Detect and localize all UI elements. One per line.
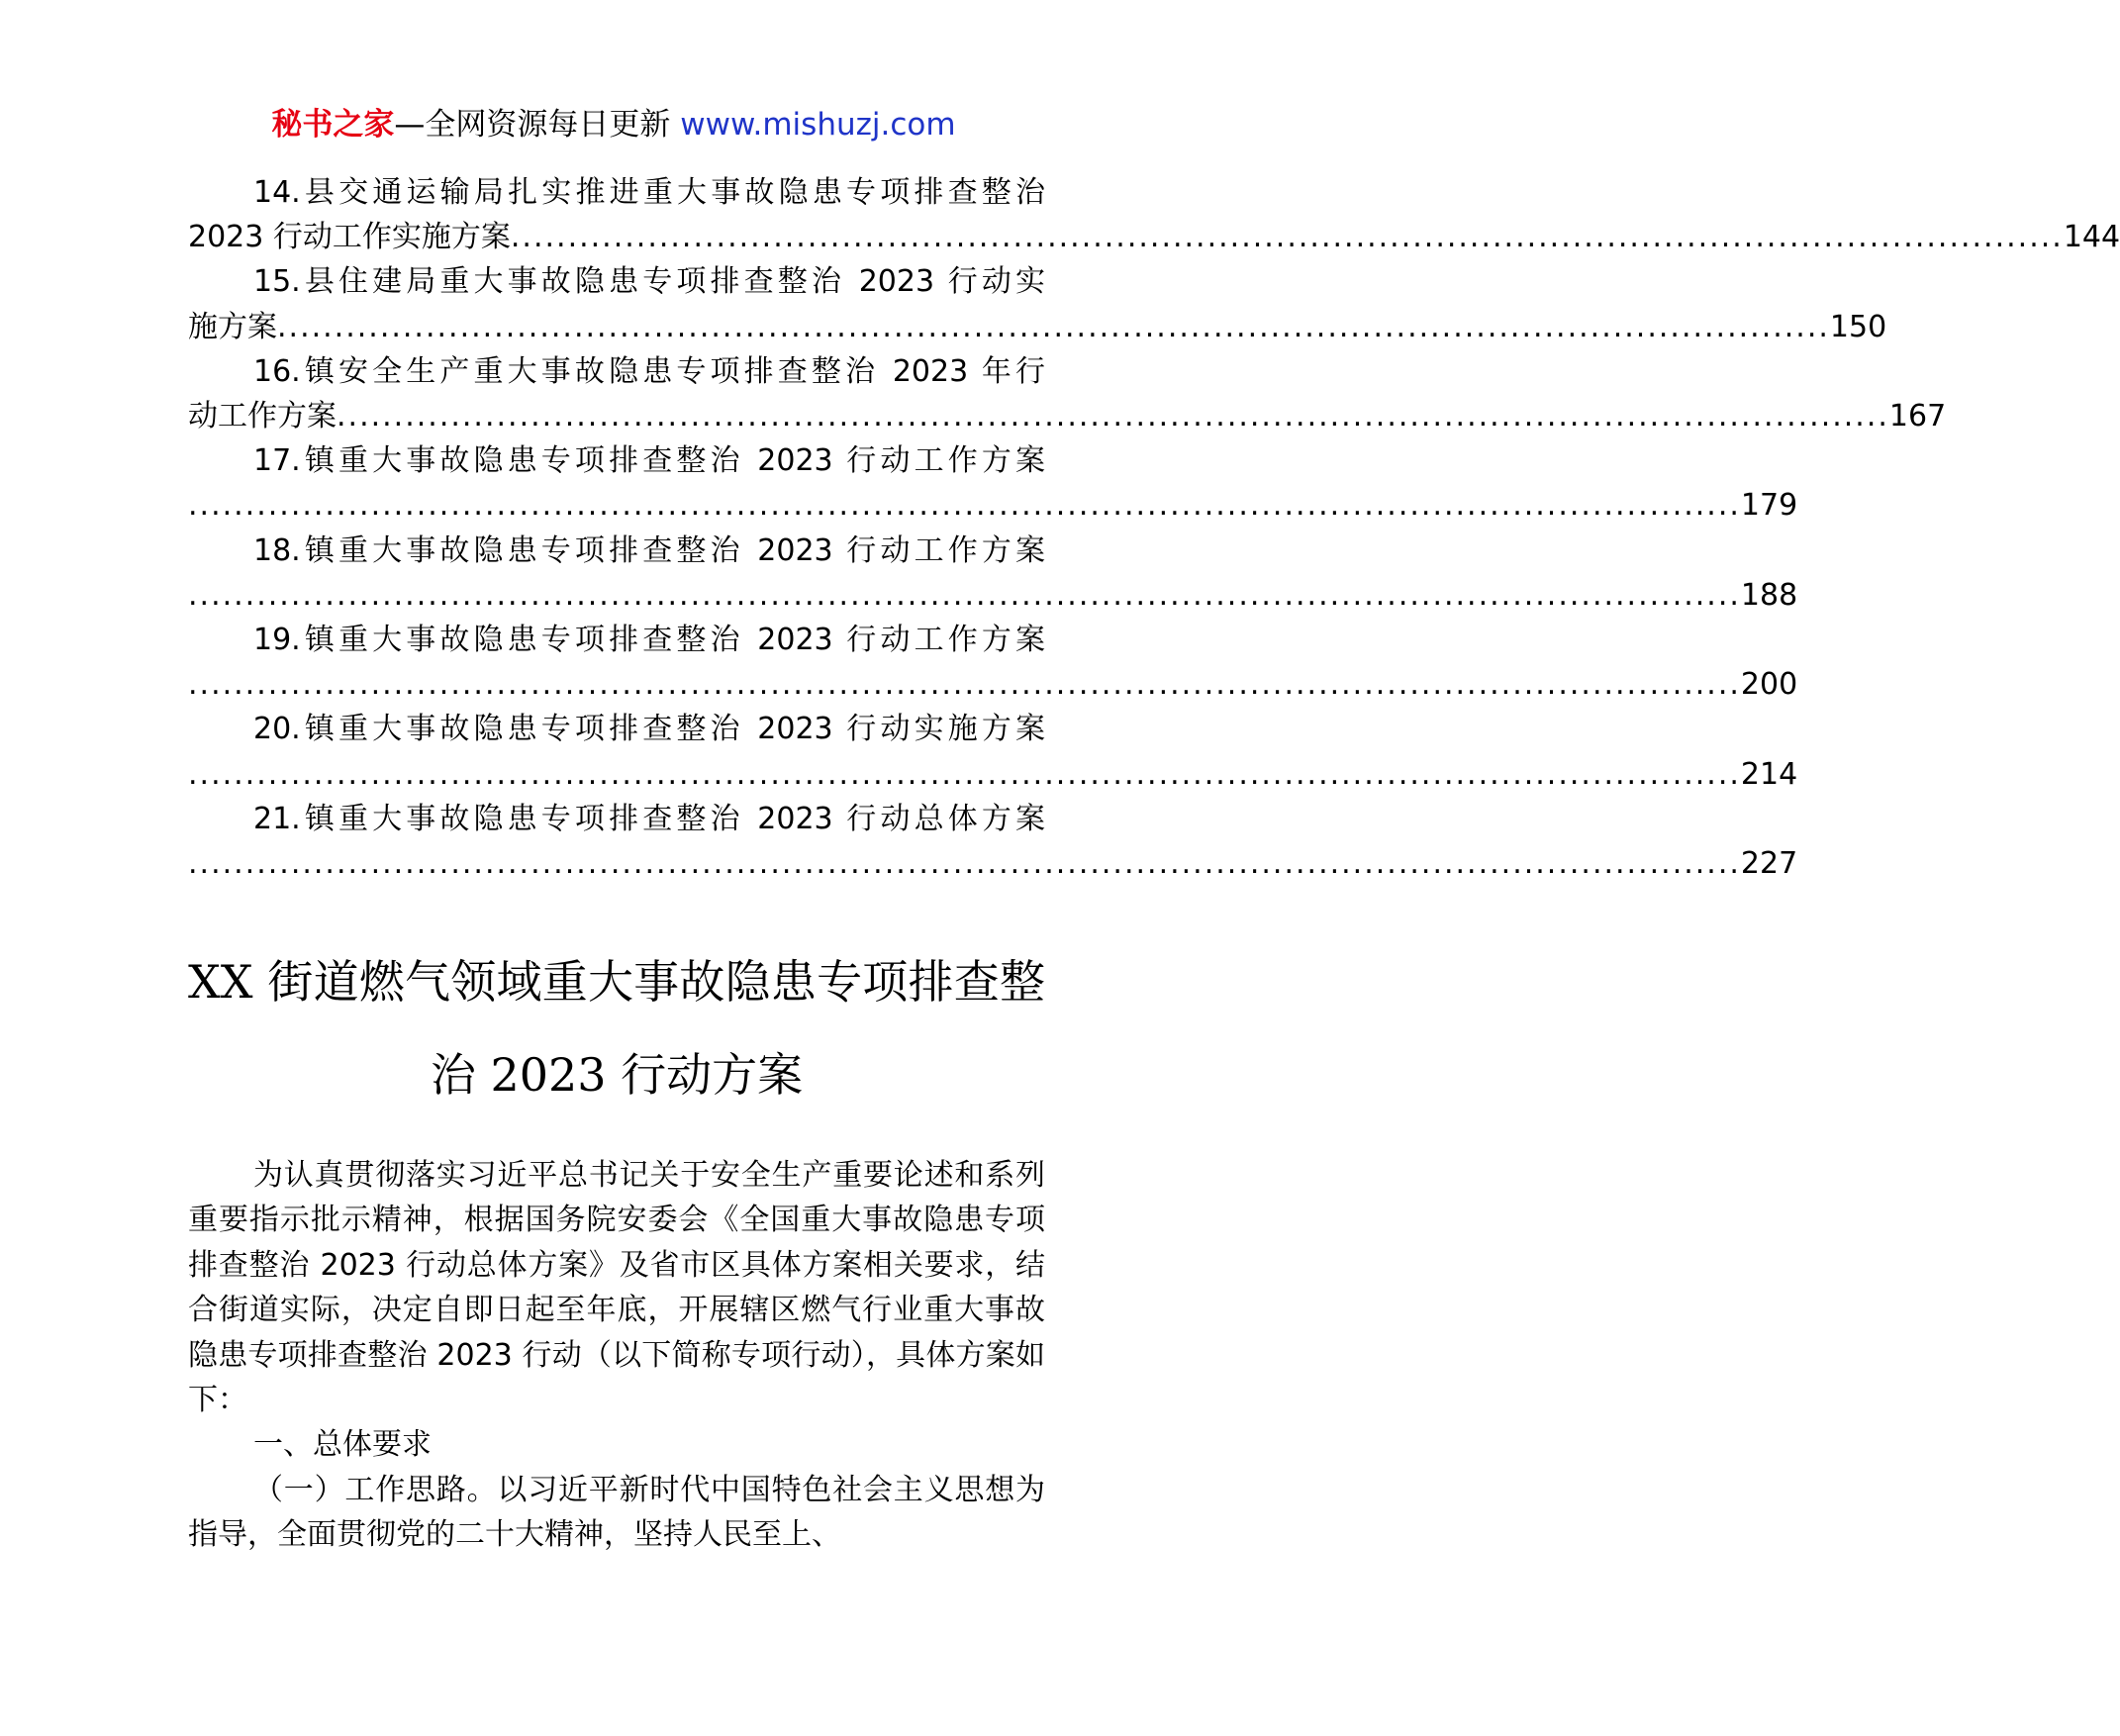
table-of-contents (188, 170, 2120, 886)
header-tagline: —全网资源每日更新 (394, 107, 681, 143)
toc-entry[interactable] (188, 170, 2120, 259)
toc-entry-line (188, 483, 1798, 528)
toc-leader-dots: ........................................................................................................................................ (277, 309, 1830, 344)
toc-entry-title: 15.县住建局重大事故隐患专项排查整治 2023 行动实 (253, 264, 1045, 300)
toc-page-number: 200 (1740, 667, 1798, 703)
section-heading: 一、总体要求 (253, 1427, 432, 1463)
toc-entry-title: 17.镇重大事故隐患专项排查整治 2023 行动工作方案 (253, 443, 1045, 479)
toc-entry-continuation: 2023 行动工作实施方案 (188, 220, 511, 255)
toc-page-number: 214 (1740, 756, 1798, 792)
toc-entry-line (188, 752, 1798, 797)
toc-entry[interactable] (188, 618, 1798, 707)
toc-page-number: 188 (1740, 577, 1798, 613)
intro-paragraph: 为认真贯彻落实习近平总书记关于安全生产重要论述和系列重要指示批示精神，根据国务院安委会《全国重大事故隐患专项排查整治 2023 行动总体方案》及省市区具体方案相关要求，结合街道实际，决定自即日起至年底，开展辖区燃气行业重大事故隐患专项排查整治 2023 行动（以下简称专项行动），具体方案如下： (188, 1158, 1045, 1418)
toc-entry-continuation: 动工作方案 (188, 399, 337, 434)
toc-entry[interactable] (188, 707, 1798, 796)
toc-entry-line (188, 305, 1887, 349)
toc-entry-title: 20.镇重大事故隐患专项排查整治 2023 行动实施方案 (253, 712, 1045, 747)
toc-leader-dots: ........................................................................................................................................ (188, 577, 1741, 613)
toc-leader-dots: ........................................................................................................................................ (188, 756, 1741, 792)
toc-entry-continuation: 施方案 (188, 309, 277, 344)
toc-leader-dots: ........................................................................................................................................ (188, 488, 1741, 524)
toc-entry[interactable] (188, 797, 1798, 886)
toc-page-number: 227 (1740, 846, 1798, 882)
toc-page-number: 144 (2063, 220, 2120, 255)
toc-leader-dots: ........................................................................................................................................ (510, 220, 2064, 255)
document-body (188, 1153, 1045, 1558)
toc-entry-line (188, 215, 2120, 259)
toc-entry-title: 14.县交通运输局扎实推进重大事故隐患专项排查整治 (253, 175, 1045, 210)
subsection-paragraph: （一）工作思路。以习近平新时代中国特色社会主义思想为指导，全面贯彻党的二十大精神，坚持人民至上、 (188, 1472, 1045, 1553)
toc-entry-title: 18.镇重大事故隐患专项排查整治 2023 行动工作方案 (253, 532, 1045, 568)
site-header (0, 103, 1227, 146)
document-title (188, 935, 1045, 1121)
toc-entry[interactable] (188, 259, 1887, 348)
toc-entry-line (188, 394, 1947, 438)
document-title-line-1: XX 街道燃气领域重大事故隐患专项排查整 (188, 955, 1045, 1009)
toc-leader-dots: ........................................................................................................................................ (188, 667, 1741, 703)
toc-entry[interactable] (188, 349, 1947, 438)
document-title-line-2: 治 2023 行动方案 (430, 1048, 804, 1102)
toc-entry[interactable] (188, 438, 1798, 528)
toc-leader-dots: ........................................................................................................................................ (337, 399, 1889, 434)
toc-page-number: 179 (1740, 488, 1798, 524)
site-url-link[interactable]: www.mishuzj.com (680, 107, 956, 143)
toc-entry-title: 21.镇重大事故隐患专项排查整治 2023 行动总体方案 (253, 801, 1045, 836)
brand-name: 秘书之家 (271, 107, 395, 143)
toc-entry-line (188, 662, 1798, 707)
toc-entry-line (188, 573, 1798, 618)
toc-entry-title: 19.镇重大事故隐患专项排查整治 2023 行动工作方案 (253, 623, 1045, 658)
toc-page-number: 167 (1888, 399, 1947, 434)
toc-entry[interactable] (188, 529, 1798, 618)
toc-entry-title: 16.镇安全生产重大事故隐患专项排查整治 2023 年行 (253, 353, 1045, 389)
toc-entry-line (188, 841, 1798, 886)
toc-page-number: 150 (1829, 309, 1887, 344)
toc-leader-dots: ........................................................................................................................................ (188, 846, 1741, 882)
